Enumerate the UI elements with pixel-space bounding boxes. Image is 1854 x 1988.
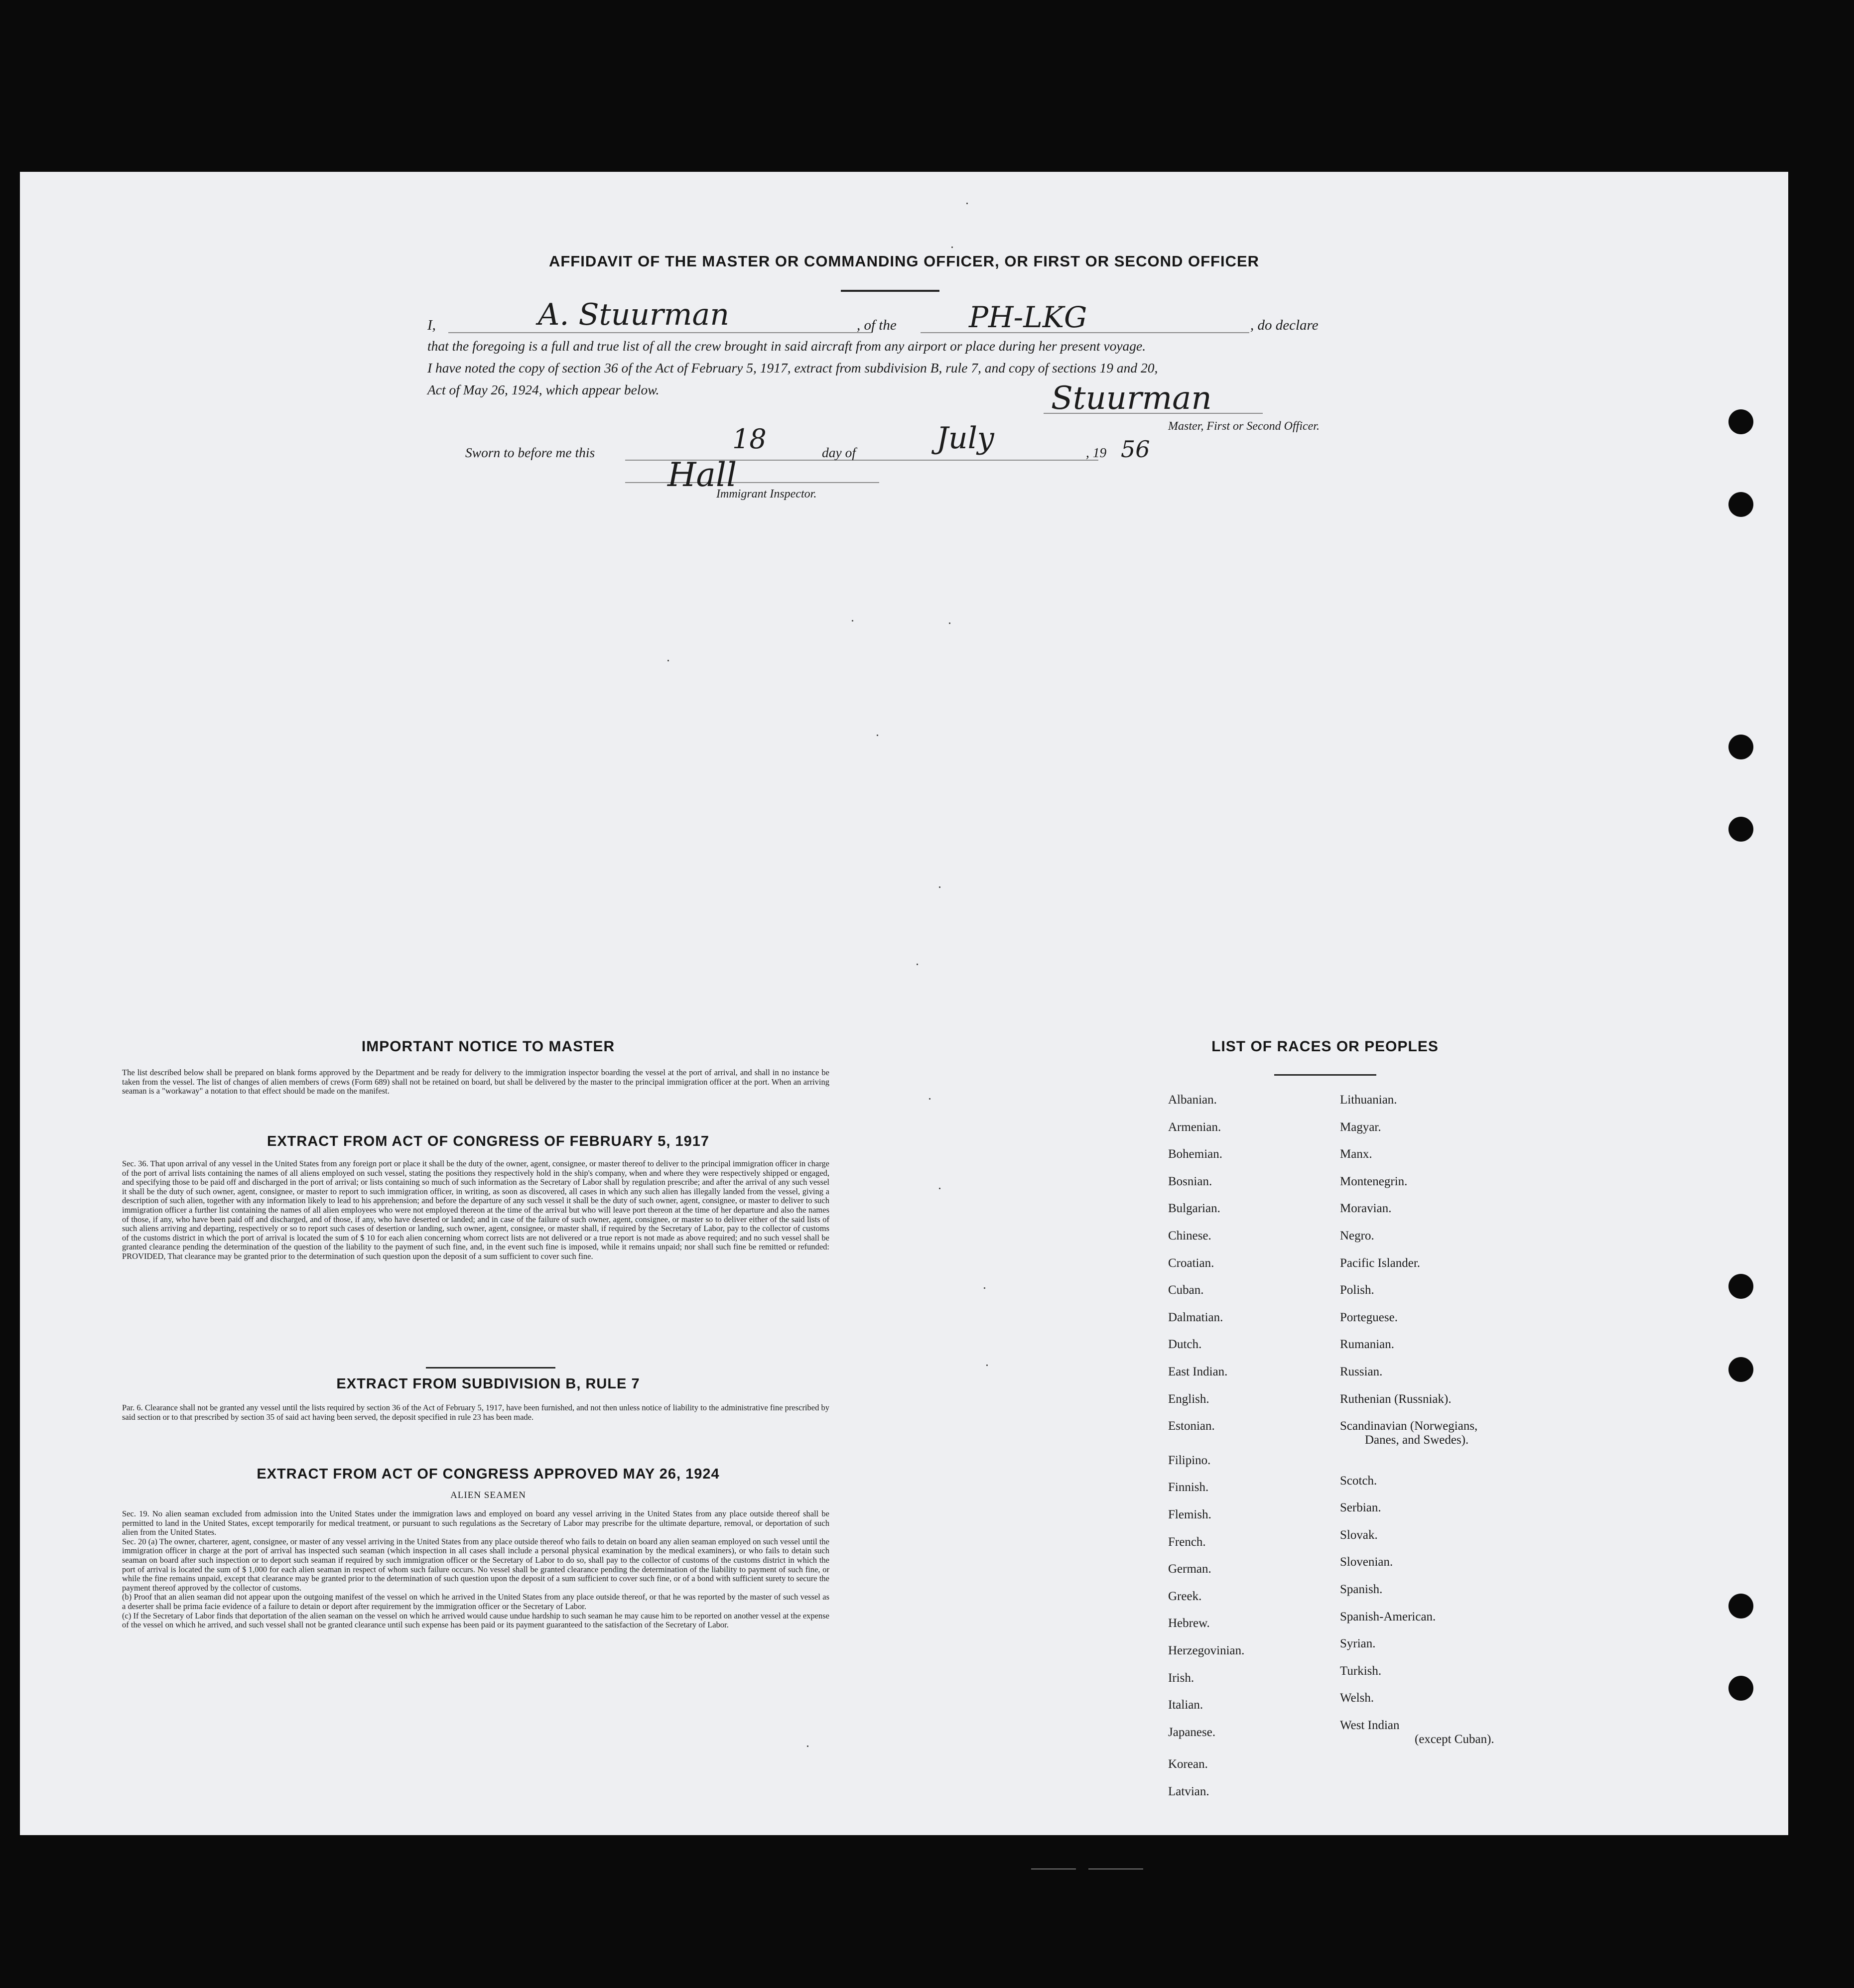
- race-item: [1340, 1719, 1494, 1746]
- race-item: East Indian.: [1168, 1365, 1228, 1378]
- scan-speck: [984, 1287, 985, 1289]
- race-item: Greek.: [1168, 1589, 1202, 1603]
- name-line: [448, 332, 872, 333]
- races-title: LIST OF RACES OR PEOPLES: [1211, 1038, 1439, 1055]
- race-item: [1340, 1419, 1477, 1447]
- scan-speck: [929, 1098, 930, 1100]
- scan-mark: [1031, 1868, 1076, 1869]
- aircraft-handwriting: PH-LKG: [969, 300, 1087, 334]
- scan-speck: [949, 622, 950, 624]
- year-handwriting: 56: [1121, 436, 1150, 463]
- race-item: [1340, 1256, 1420, 1270]
- day-of-label: day of: [822, 445, 856, 460]
- document-page: [20, 172, 1788, 1835]
- race-item-label: Syrian.: [1340, 1637, 1376, 1650]
- race-item-label: Scandinavian (Norwegians,: [1340, 1419, 1478, 1433]
- race-item: Latvian.: [1168, 1785, 1209, 1798]
- race-item: [1340, 1392, 1452, 1406]
- race-item: Dutch.: [1168, 1338, 1202, 1352]
- master-name-handwriting: A. Stuurman: [538, 297, 729, 332]
- race-item: [1340, 1120, 1381, 1134]
- affidavit-statement-3: Act of May 26, 1924, which appear below.: [427, 382, 660, 397]
- extract-rule7-text: Par. 6. Clearance shall not be granted any vessel until the lists required by section 36 of the Act of February 5, 1917, have been furnished, and not then unless notice of liability to the administrative fine prescribed by said section or to that prescribed by section 35 of said act having been served, the deposit specified in rule 23 has been made.: [122, 1403, 830, 1422]
- race-item: Dalmatian.: [1168, 1310, 1223, 1324]
- title-rule: [841, 290, 939, 292]
- race-item: Albanian.: [1168, 1093, 1217, 1107]
- race-item: Bulgarian.: [1168, 1202, 1220, 1216]
- race-item: [1340, 1474, 1377, 1488]
- notice-title: IMPORTANT NOTICE TO MASTER: [361, 1038, 615, 1055]
- race-item-continuation: (except Cuban).: [1415, 1733, 1494, 1746]
- race-item-label: Spanish-American.: [1340, 1610, 1436, 1623]
- day-handwriting: 18: [732, 423, 767, 455]
- race-item: [1340, 1637, 1376, 1651]
- year-prefix-label: , 19: [1086, 445, 1107, 460]
- affidavit-statement-2: I have noted the copy of section 36 of the Act of February 5, 1917, extract from subdivision B, rule 7, and copy of sections 19 and 20,: [427, 360, 1158, 375]
- scan-speck: [807, 1745, 808, 1747]
- race-item: [1340, 1501, 1381, 1515]
- scan-speck: [852, 620, 853, 621]
- race-item: Armenian.: [1168, 1120, 1221, 1134]
- race-item-label: Manx.: [1340, 1147, 1372, 1161]
- race-item: Korean.: [1168, 1757, 1208, 1771]
- scan-speck: [986, 1365, 988, 1366]
- race-item-label: Spanish.: [1340, 1583, 1383, 1596]
- race-item: Japanese.: [1168, 1725, 1216, 1739]
- race-item: [1340, 1338, 1394, 1352]
- race-item: Filipino.: [1168, 1453, 1211, 1467]
- scan-speck: [667, 660, 669, 661]
- race-item-label: Lithuanian.: [1340, 1093, 1397, 1107]
- extract-1924-text: Sec. 19. No alien seaman excluded from admission into the United States under the immigration laws and employed on board any vessel arriving in the United States from any place outside thereof shall be permitted to land in the United States, except temporarily for medical treatment, or pursuant to such regulations as the Secretary of Labor may prescribe for the ultimate departure, removal, or deportation of such alien from the United States. Sec. 20 (a) The owner, charterer, agent, consignee, or master of any vessel arriving in the United States from any place outside thereof who fails to detain on board any alien seaman employed on such vessel until the immigration officer in charge at the port of arrival has inspected such seaman (which inspection in all cases shall include a personal physical examination by the medical examiners), or who fails to detain such seaman on board after such inspection or to deport such seaman if required by such immigration officer or the Secretary of Labor to do so, shall pay to the collector of customs of the customs district in which the port of arrival is located the sum of $ 1,000 for each alien seaman in respect of whom such failure occurs. No vessel shall be granted clearance pending the determination of the liability to payment of such fine, or while the fine remains unpaid, except that clearance may be granted prior to the determination of such question upon the deposit of a sum sufficient to cover such fine, or of a bond with sufficient surety to secure the payment thereof approved by the collector of customs. (b) Proof that an alien seaman did not appear upon the outgoing manifest of the vessel on which he arrived in the United States from any place outside thereof, or that he was reported by the master of such vessel as a deserter shall be prima facie evidence of a failure to detain or deport after requirement by the immigration officer or the Secretary of Labor. (c) If the Secretary of Labor finds that deportation of the alien seaman on the vessel on which he arrived would cause undue hardship to such seaman he may cause him to be reported on another vessel at the expense of the vessel on which he arrived, and such vessel shall not be granted clearance until such expense has been paid or its payment guaranteed to the satisfaction of the Secretary of Labor.: [122, 1509, 829, 1630]
- scan-speck: [939, 1188, 940, 1189]
- extract-rule7-title: EXTRACT FROM SUBDIVISION B, RULE 7: [336, 1376, 640, 1392]
- race-item: [1340, 1202, 1391, 1216]
- affidavit-title: AFFIDAVIT OF THE MASTER OR COMMANDING OFFICER, OR FIRST OR SECOND OFFICER: [548, 252, 1260, 270]
- inspector-signature-line: [625, 482, 879, 483]
- race-item: Irish.: [1168, 1671, 1194, 1685]
- race-item: [1340, 1528, 1378, 1542]
- race-item: [1340, 1093, 1397, 1107]
- of-the-label: , of the: [857, 317, 897, 333]
- race-item-label: Scotch.: [1340, 1474, 1377, 1488]
- race-item: Estonian.: [1168, 1419, 1215, 1433]
- scan-speck: [877, 735, 878, 736]
- race-item-label: Slovak.: [1340, 1528, 1378, 1542]
- race-item: [1340, 1229, 1374, 1243]
- race-item: [1340, 1311, 1398, 1325]
- race-item-label: Pacific Islander.: [1340, 1256, 1421, 1270]
- race-item: Cuban.: [1168, 1283, 1204, 1297]
- binder-hole: [1728, 1676, 1753, 1701]
- affidavit-statement-1: that the foregoing is a full and true list of all the crew brought in said aircraft from any airport or place during her present voyage.: [427, 338, 1146, 354]
- binder-hole: [1728, 1357, 1753, 1382]
- race-item: Croatian.: [1168, 1256, 1214, 1270]
- notice-text: The list described below shall be prepared on blank forms approved by the Department and be ready for delivery to the immigration inspector boarding the vessel at the port of arrival, and shall in no instance be taken from the vessel. The list of changes of alien members of crews (Form 689) shall not be retained on board, but shall be delivered by the master to the principal immigration officer at the port. When an arriving seaman is a "workaway" a notation to that effect should be made on the manifest.: [122, 1068, 829, 1096]
- extract-1924-title: EXTRACT FROM ACT OF CONGRESS APPROVED MAY 26, 1924: [257, 1466, 720, 1482]
- race-item: Herzegovinian.: [1168, 1644, 1245, 1657]
- race-item-label: Montenegrin.: [1340, 1175, 1408, 1188]
- binder-hole: [1728, 492, 1753, 517]
- race-item: [1340, 1283, 1374, 1297]
- race-item: [1340, 1610, 1436, 1624]
- race-item: [1340, 1365, 1382, 1379]
- races-rule: [1274, 1074, 1376, 1076]
- sworn-label: Sworn to before me this: [465, 445, 595, 460]
- race-item: [1340, 1583, 1382, 1597]
- master-caption: Master, First or Second Officer.: [1168, 420, 1320, 433]
- extract-1917-title: EXTRACT FROM ACT OF CONGRESS OF FEBRUARY 5, 1917: [266, 1133, 710, 1149]
- binder-hole: [1728, 1594, 1753, 1618]
- race-item-label: Welsh.: [1340, 1691, 1374, 1705]
- race-item-label: West Indian: [1340, 1719, 1400, 1732]
- do-declare-label: , do declare: [1250, 317, 1319, 333]
- race-item: [1340, 1147, 1372, 1161]
- binder-hole: [1728, 1274, 1753, 1299]
- race-item-label: Magyar.: [1340, 1120, 1381, 1134]
- race-item-label: Slovenian.: [1340, 1555, 1393, 1569]
- race-item-label: Turkish.: [1340, 1664, 1382, 1678]
- scan-speck: [917, 964, 918, 965]
- month-handwriting: July: [936, 421, 994, 456]
- scan-speck: [966, 203, 968, 204]
- race-item: English.: [1168, 1392, 1209, 1406]
- race-item-label: Rumanian.: [1340, 1338, 1395, 1351]
- race-item: [1340, 1175, 1407, 1189]
- race-item: [1340, 1664, 1381, 1678]
- race-item-label: Russian.: [1340, 1365, 1383, 1378]
- race-item-label: Moravian.: [1340, 1202, 1392, 1215]
- race-item-label: Serbian.: [1340, 1501, 1381, 1514]
- scan-mark: [1088, 1868, 1143, 1869]
- scan-speck: [939, 886, 940, 888]
- race-item: French.: [1168, 1535, 1206, 1549]
- race-item-label: Polish.: [1340, 1283, 1374, 1297]
- binder-hole: [1728, 817, 1753, 842]
- race-item-label: Porteguese.: [1340, 1311, 1398, 1324]
- race-item: Italian.: [1168, 1698, 1203, 1712]
- race-item-continuation: Danes, and Swedes).: [1365, 1433, 1469, 1447]
- race-item: Bohemian.: [1168, 1147, 1223, 1161]
- race-item-label: Negro.: [1340, 1229, 1374, 1242]
- inspector-signature: Hall: [667, 456, 737, 494]
- extract-1917-text: Sec. 36. That upon arrival of any vessel in the United States from any foreign port or place it shall be the duty of the owner, agent, consignee, or master thereof to deliver to the principal immigration officer in charge of the port of arrival lists containing the names of all aliens employed on such vessel, stating the positions they respectively hold in the ship's company, when and where they were respectively shipped or engaged, and specifying those to be paid off and discharged in the port of arrival; or lists containing so much of such information as the Secretary of Labor shall by regulation prescribe; and after the arrival of any such vessel it shall be the duty of such owner, agent, consignee, or master to report to such immigration officer, in writing, as soon as discovered, all cases in which any such alien has illegally landed from the vessel, giving a description of such alien, together with any information likely to lead to his apprehension; and before the departure of any such vessel it shall be the duty of such owner, agent, consignee, or master to deliver to such immigration officer a further list containing the names of all alien employees who were not employed thereon at the time of the arrival but who will leave port thereon at the time of her departure and also the names of those, if any, who have been paid off and discharged, and of those, if any, who have deserted or landed; and in case of the failure of such owner, agent, consignee, or master so to deliver either of the said lists of such aliens arriving and departing, respectively or so to report such cases of desertion or landing, such owner, agent, consignee, or master shall, if required by the Secretary of Labor, pay to the collector of customs of the customs district in which the port of arrival is located the sum of $ 10 for each alien concerning whom correct lists are not delivered or a true report is not made as above required; and no such vessel shall be granted clearance pending the determination of the question of the liability to the payment of such fine, and, in the event such fine is imposed, while it remains unpaid; nor shall such fine be remitted or refunded: PROVIDED, That clearance may be granted prior to the determination of such question upon the deposit of a sum sufficient to cover such fine.: [122, 1159, 829, 1261]
- race-item: [1340, 1691, 1374, 1705]
- binder-hole: [1728, 409, 1753, 434]
- race-item: Bosnian.: [1168, 1174, 1212, 1188]
- inspector-caption: Immigrant Inspector.: [716, 488, 817, 500]
- master-signature: Stuurman: [1051, 380, 1212, 417]
- scan-speck: [951, 247, 953, 248]
- binder-hole: [1728, 735, 1753, 759]
- race-item-label: Ruthenian (Russniak).: [1340, 1392, 1452, 1406]
- race-item: Flemish.: [1168, 1508, 1211, 1521]
- race-item: Chinese.: [1168, 1229, 1211, 1242]
- pronoun-label: I,: [427, 317, 436, 333]
- month-line: [879, 460, 1098, 461]
- race-item: German.: [1168, 1562, 1211, 1576]
- race-item: [1340, 1555, 1393, 1569]
- race-item: Hebrew.: [1168, 1616, 1210, 1630]
- extract-1924-subtitle: ALIEN SEAMEN: [450, 1490, 526, 1500]
- extract-1917-rule: [426, 1367, 555, 1368]
- race-item: Finnish.: [1168, 1481, 1209, 1494]
